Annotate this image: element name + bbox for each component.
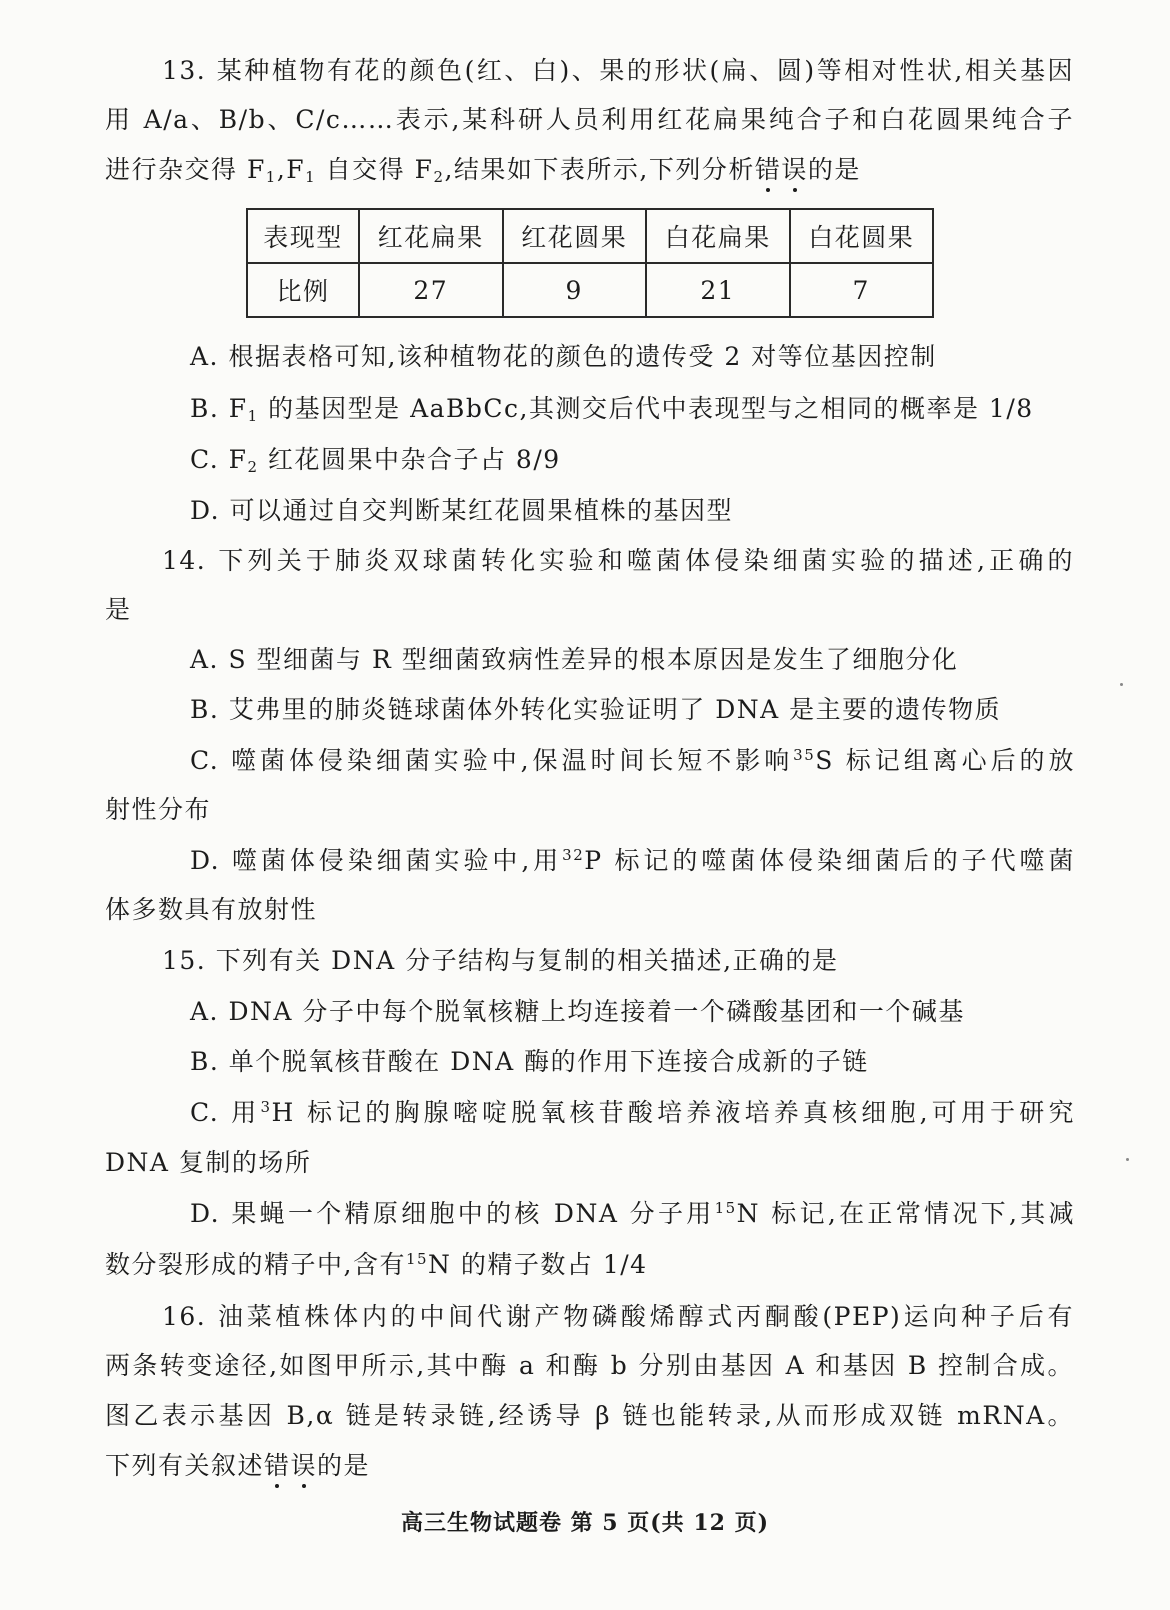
q15-option-d-cont: 数分裂形成的精子中,含有$^{15}$N 的精子数占 1/4 bbox=[105, 1250, 648, 1279]
q15-option-c-cont: DNA 复制的场所 bbox=[105, 1148, 312, 1177]
table-cell: 9 bbox=[503, 263, 647, 317]
q16-stem-line-2: 两条转变途径,如图甲所示,其中酶 a 和酶 b 分别由基因 A 和基因 B 控制合成。 bbox=[105, 1351, 1074, 1380]
emphasis-char: 误 bbox=[291, 1449, 318, 1483]
q14-option-d: D. 噬菌体侵染细菌实验中,用$^{32}$P 标记的噬菌体侵染细菌后的子代噬菌 bbox=[190, 846, 1075, 875]
q13-stem-line-2: 用 A/a、B/b、C/c……表示,某科研人员利用红花扁果纯合子和白花圆果纯合子 bbox=[105, 105, 1074, 134]
q15-option-c: C. 用$^3$H 标记的胸腺嘧啶脱氧核苷酸培养液培养真核细胞,可用于研究 bbox=[190, 1098, 1075, 1127]
q13-stem-line-3: 进行杂交得 $F_1,F_1$ 自交得 $F_2$,结果如下表所示,下列分析错误的是 bbox=[105, 155, 861, 186]
table-cell: 比例 bbox=[247, 263, 359, 317]
emphasis-char: 错 bbox=[755, 153, 782, 187]
table-cell: 红花扁果 bbox=[359, 209, 503, 263]
q13-option-a: A. 根据表格可知,该种植物花的颜色的遗传受 2 对等位基因控制 bbox=[190, 342, 937, 371]
q14-option-c: C. 噬菌体侵染细菌实验中,保温时间长短不影响$^{35}$S 标记组离心后的放 bbox=[190, 746, 1075, 775]
q16-stem-line-1: 16. 油菜植株体内的中间代谢产物磷酸烯醇式丙酮酸(PEP)运向种子后有 bbox=[162, 1302, 1074, 1331]
table-cell: 红花圆果 bbox=[503, 209, 647, 263]
q14-option-d-cont: 体多数具有放射性 bbox=[105, 895, 318, 924]
q13-option-d: D. 可以通过自交判断某红花圆果植株的基因型 bbox=[190, 496, 734, 525]
q13-option-c: C. $F_2$ 红花圆果中杂合子占 8/9 bbox=[190, 445, 561, 476]
emphasis-char: 误 bbox=[781, 153, 808, 187]
page-footer: 高三生物试题卷 第 5 页(共 12 页) bbox=[400, 1510, 770, 1536]
q16-stem-line-4: 下列有关叙述错误的是 bbox=[105, 1449, 370, 1483]
q14-option-c-cont: 射性分布 bbox=[105, 795, 212, 824]
scan-speck bbox=[1120, 683, 1123, 686]
q13-stem-line-1: 13. 某种植物有花的颜色(红、白)、果的形状(扁、圆)等相对性状,相关基因 bbox=[162, 56, 1074, 85]
q16-stem-line-3: 图乙表示基因 B,α 链是转录链,经诱导 β 链也能转录,从而形成双链 mRNA。 bbox=[105, 1401, 1074, 1430]
table-cell: 白花扁果 bbox=[646, 209, 790, 263]
table-cell: 表现型 bbox=[247, 209, 359, 263]
q15-stem: 15. 下列有关 DNA 分子结构与复制的相关描述,正确的是 bbox=[162, 946, 839, 975]
emphasis-char: 错 bbox=[264, 1449, 291, 1483]
q15-option-b: B. 单个脱氧核苷酸在 DNA 酶的作用下连接合成新的子链 bbox=[190, 1047, 869, 1076]
table-row bbox=[247, 263, 933, 317]
q14-stem-line-1: 14. 下列关于肺炎双球菌转化实验和噬菌体侵染细菌实验的描述,正确的 bbox=[162, 546, 1074, 575]
table-cell: 27 bbox=[359, 263, 503, 317]
q14-stem-line-2: 是 bbox=[105, 595, 132, 624]
q15-option-d: D. 果蝇一个精原细胞中的核 DNA 分子用$^{15}$N 标记,在正常情况下,其减 bbox=[190, 1199, 1075, 1228]
q14-option-b: B. 艾弗里的肺炎链球菌体外转化实验证明了 DNA 是主要的遗传物质 bbox=[190, 695, 1002, 724]
table-cell: 21 bbox=[646, 263, 790, 317]
scan-speck bbox=[1126, 1158, 1129, 1161]
q13-option-b: B. $F_1$ 的基因型是 AaBbCc,其测交后代中表现型与之相同的概率是 1/8 bbox=[190, 394, 1034, 425]
table-cell: 白花圆果 bbox=[790, 209, 934, 263]
table-cell: 7 bbox=[790, 263, 934, 317]
q15-option-a: A. DNA 分子中每个脱氧核糖上均连接着一个磷酸基团和一个碱基 bbox=[190, 997, 965, 1026]
table-header-row bbox=[247, 209, 933, 263]
phenotype-ratio-table bbox=[246, 208, 934, 318]
q14-option-a: A. S 型细菌与 R 型细菌致病性差异的根本原因是发生了细胞分化 bbox=[190, 645, 959, 674]
